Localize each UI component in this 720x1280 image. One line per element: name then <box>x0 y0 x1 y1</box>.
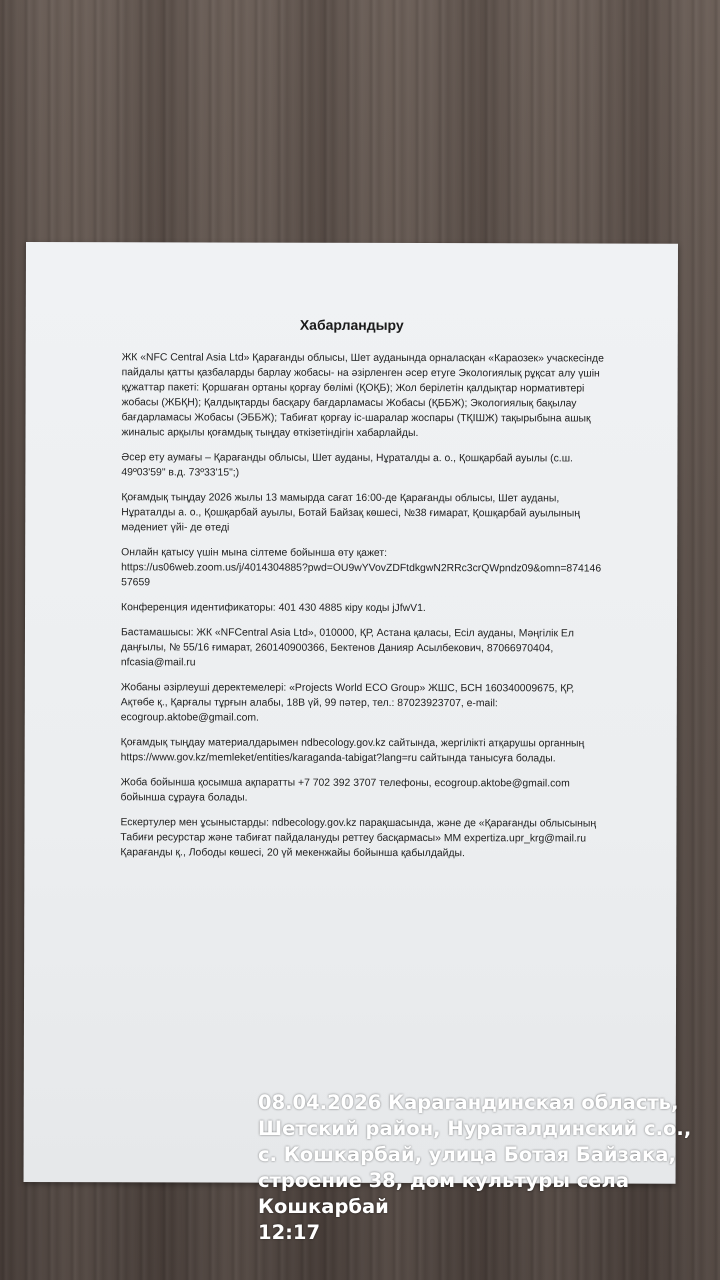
notice-body <box>120 350 641 871</box>
paragraph-impact-area: Әсер ету аумағы – Қарағанды облысы, Шет ауданы, Нұраталды а. о., Қошқарбай ауылы (с.ш. 49º03'59" в.д. 73º33'15";) <box>121 452 573 479</box>
notice-title: Хабарландыру <box>299 316 404 333</box>
paragraph-hearing-date: Қоғамдық тыңдау 2026 жылы 13 мамырда сағат 16:00-де Қарағанды облысы, Шет ауданы, Нұраталды а. о., Қошқарбай ауылы, Ботай Байзақ көшесі, №38 ғимарат, Қошқарбай ауылының мәдениет үйі- де өтеді <box>121 492 580 534</box>
paragraph-initiator: Бастамашысы: ЖК «NFCentral Asia Ltd», 010000, ҚР, Астана қаласы, Есіл ауданы, Мәңгілік Ел даңғылы, № 55/16 ғимарат, 260140900366, Бектенов Данияр Асылбекович, 87066970404, nfcasia@mail.ru <box>120 627 574 669</box>
paragraph-materials: Қоғамдық тыңдау материалдарымен ndbecology.gov.kz сайтында, жергілікті атқарушы органның https://www.gov.kz/memleket/entities/karaganda-tabigat?lang=ru сайтында танысуға болады. <box>120 737 585 765</box>
paragraph-developer: Жобаны әзірлеуші деректемелері: «Projects World ECO Group» ЖШС, БСН 160340009675, ҚР, Ақтөбе қ., Қарғалы тұрғын алабы, 18В үй, 99 пәтер, тел.: 87023923707, e-mail: ecogroup.aktobe@gmail.com. <box>120 682 575 724</box>
paragraph-conference-id: Конференция идентификаторы: 401 430 4885 кіру коды jJfwV1. <box>121 602 426 615</box>
paragraph-online-link: Онлайн қатысу үшін мына сілтеме бойынша өту қажет: https://us06web.zoom.us/j/4014304885?pwd=OU9wYVovZDFtdkgwN2RRc3crQWpndz09&omn=874146 57659 <box>121 547 602 589</box>
notice-sheet <box>24 242 678 1184</box>
paragraph-announcement: ЖК «NFC Central Asia Ltd» Қарағанды облысы, Шет ауданында орналасқан «Караозек» учаскесінде пайдалы қатты қазбаларды барлау жобасы- на әзірленген әсер етуге Экологиялық рұқсат алу үшін құжаттар пакеті: Қоршаған ортаны қорғау бөлімі (ҚОҚБ); Жол берілетін қалдықтар нормативтері жобасы (ЖБҚН); Қалдықтарды басқару бағдарламасы Жобасы (ҚББЖ); Экологиялық бақылау бағдарламасы Жобасы (ЭББЖ); Табиғат қорғау іс-шаралар жоспары (ТҚІШЖ) тақырыбына ашық жиналыс арқылы қоғамдық тыңдау өткізетіндігін хабарлайды. <box>121 352 604 440</box>
paragraph-additional-info: Жоба бойынша қосымша ақпаратты +7 702 392 3707 телефоны, ecogroup.aktobe@gmail.com бойынша сұрауға болады. <box>120 777 570 804</box>
photo-timestamp-caption: 08.04.2026 Карагандинская область, Шетский район, Нуратaлдинский с.о., с. Кошкарбай, улица Ботая Байзака, строение 38, дом культуры села Кошкарбай 12:17 <box>258 1091 692 1244</box>
paragraph-comments: Ескертулер мен ұсыныстарды: ndbecology.gov.kz парақшасында, және де «Қарағанды облысының Табиғи ресурстар және табиғат пайдалануды реттеу басқармасы» ММ expertiza.upr_krg@mail.ru Қарағанды қ., Лободы көшесі, 20 үй мекенжайы бойынша қабылдайды. <box>120 817 597 860</box>
